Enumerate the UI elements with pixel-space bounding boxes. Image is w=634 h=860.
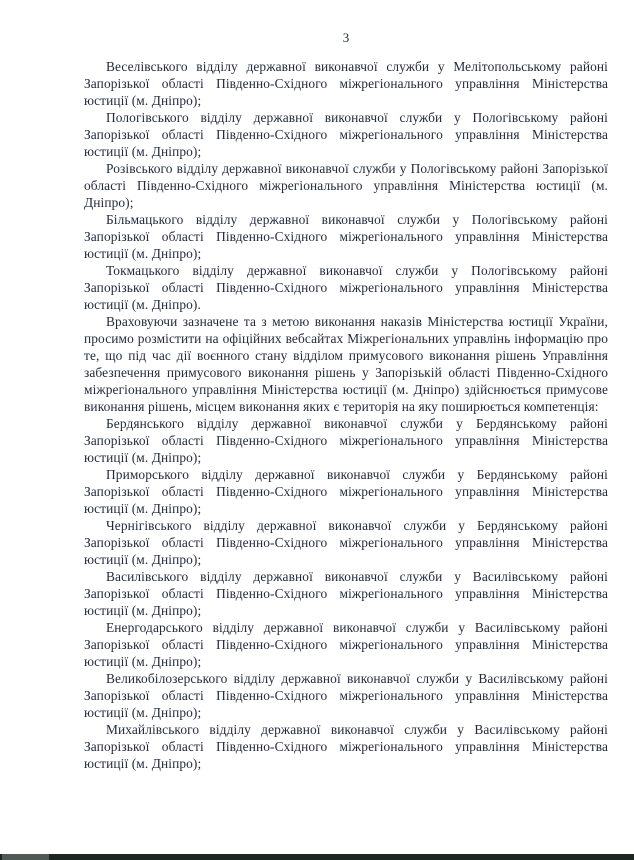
paragraph-veselivske: Веселівського відділу державної виконавчої служби у Мелітопольському районі Запорізької області Південно-Східного міжрегіонального управління Міністерства юстиції (м. Дніпро); — [84, 59, 608, 108]
paragraph-mykhailivske: Михайлівського відділу державної виконавчої служби у Василівському районі Запорізької області Південно-Східного міжрегіонального управління Міністерства юстиції (м. Дніпро); — [84, 722, 608, 771]
paragraph-bilmatske: Більмацького відділу державної виконавчої служби у Пологівському районі Запорізької області Південно-Східного міжрегіонального управління Міністерства юстиції (м. Дніпро); — [84, 212, 608, 261]
paragraph-main-statement: Враховуючи зазначене та з метою виконання наказів Міністерства юстиції України, просимо розмістити на офіційних вебсайтах Міжрегіональних управлінь інформацію про те, що під час дії воєнного стану відділом примусового виконання рішень Управління забезпечення примусового виконання рішень у Запорізькій області Південно-Східного міжрегіонального управління Міністерства юстиції (м. Дніпро) здійснюється примусове виконання рішень, місцем виконання яких є територія на яку поширюється компетенція: — [84, 314, 608, 414]
paragraph-enerhodarske: Енергодарського відділу державної виконавчої служби у Василівському районі Запорізької області Південно-Східного міжрегіонального управління Міністерства юстиції (м. Дніпро); — [84, 620, 608, 669]
paragraph-rozivske: Розівського відділу державної виконавчої служби у Пологівському районі Запорізької області Південно-Східного міжрегіонального управління Міністерства юстиції (м. Дніпро); — [84, 161, 608, 210]
paragraph-velykobilozerske: Великобілозерського відділу державної виконавчої служби у Василівському районі Запорізької області Південно-Східного міжрегіонального управління Міністерства юстиції (м. Дніпро); — [84, 671, 608, 720]
horizontal-scrollbar-thumb[interactable] — [2, 854, 49, 860]
horizontal-scrollbar[interactable] — [0, 854, 634, 860]
document-body — [84, 58, 608, 772]
paragraph-berdianske: Бердянського відділу державної виконавчої служби у Бердянському районі Запорізької області Південно-Східного міжрегіонального управління Міністерства юстиції (м. Дніпро); — [84, 416, 608, 465]
paragraph-tokmatske: Токмацького відділу державної виконавчої служби у Пологівському районі Запорізької області Південно-Східного міжрегіонального управління Міністерства юстиції (м. Дніпро). — [84, 263, 608, 312]
paragraph-polohivske: Пологівського відділу державної виконавчої служби у Пологівському районі Запорізької області Південно-Східного міжрегіонального управління Міністерства юстиції (м. Дніпро); — [84, 110, 608, 159]
paragraph-vasylivske: Василівського відділу державної виконавчої служби у Василівському районі Запорізької області Південно-Східного міжрегіонального управління Міністерства юстиції (м. Дніпро); — [84, 569, 608, 618]
page-number: 3 — [342, 30, 350, 45]
paragraph-chernihivske: Чернігівського відділу державної виконавчої служби у Бердянському районі Запорізької області Південно-Східного міжрегіонального управління Міністерства юстиції (м. Дніпро); — [84, 518, 608, 567]
paragraph-prymorske: Приморського відділу державної виконавчої служби у Бердянському районі Запорізької області Південно-Східного міжрегіонального управління Міністерства юстиції (м. Дніпро); — [84, 467, 608, 516]
